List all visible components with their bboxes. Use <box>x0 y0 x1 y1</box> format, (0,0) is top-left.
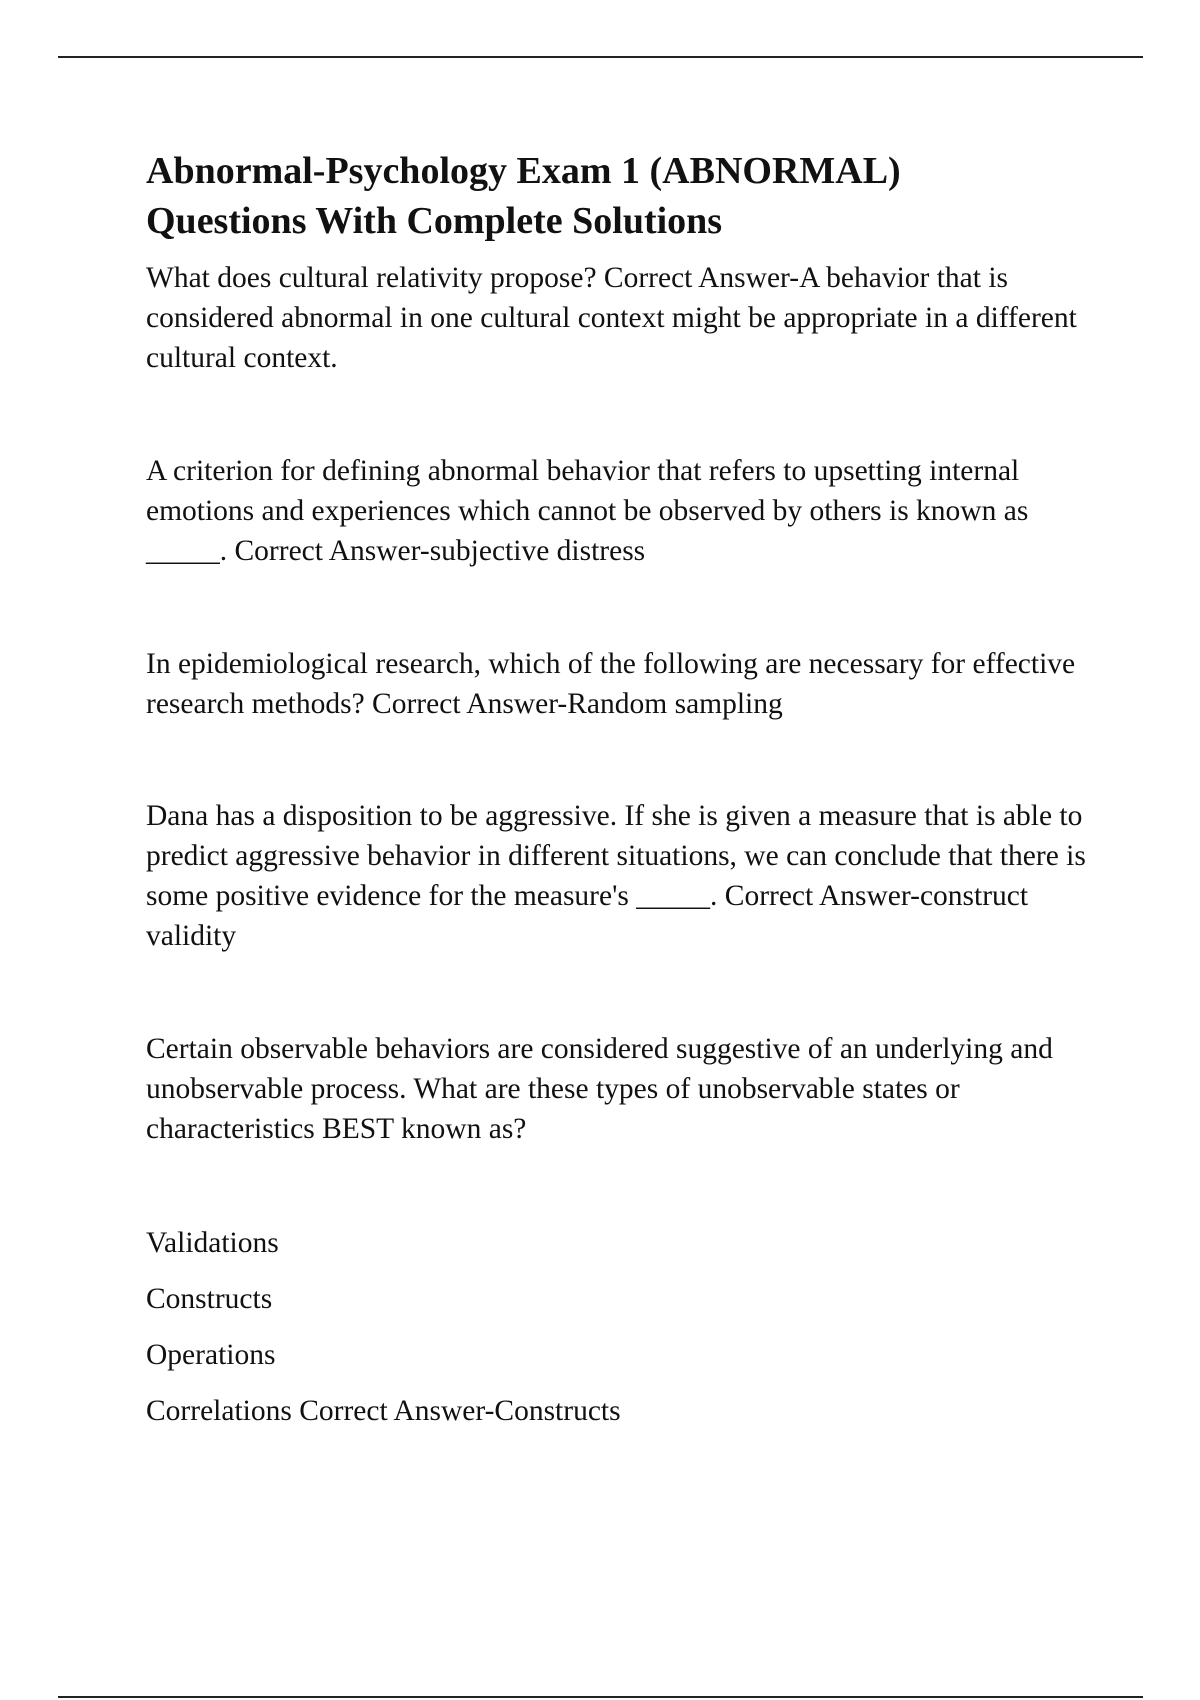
option-validations: Validations <box>146 1227 279 1259</box>
document-title <box>146 146 1106 246</box>
answer-options <box>146 1223 1106 1431</box>
option-correlations-answer: Correlations Correct Answer-Constructs <box>146 1395 621 1427</box>
question-3: In epidemiological research, which of the following are necessary for effective research methods? Correct Answer-Random sampling <box>146 648 1076 720</box>
top-divider <box>58 56 1143 58</box>
option-constructs: Constructs <box>146 1283 273 1315</box>
bottom-divider <box>58 1696 1143 1698</box>
question-4: Dana has a disposition to be aggressive. If she is given a measure that is able to predict aggressive behavior in different situations, we can conclude that there is some positive evidence for the measure's _____. Correct Answer-construct validity <box>146 800 1086 952</box>
question-1: What does cultural relativity propose? Correct Answer-A behavior that is considered abnormal in one cultural context might be appropriate in a different cultural context. <box>146 262 1077 374</box>
option-operations: Operations <box>146 1339 276 1371</box>
question-2: A criterion for defining abnormal behavior that refers to upsetting internal emotions and experiences which cannot be observed by others is known as _____. Correct Answer-subjective distress <box>146 455 1029 567</box>
title-line-2: Questions With Complete Solutions <box>146 200 723 242</box>
title-line-1: Abnormal-Psychology Exam 1 (ABNORMAL) <box>146 150 901 192</box>
document-body <box>146 146 1106 1447</box>
question-5: Certain observable behaviors are considered suggestive of an underlying and unobservable process. What are these types of unobservable states or characteristics BEST known as? <box>146 1033 1053 1145</box>
